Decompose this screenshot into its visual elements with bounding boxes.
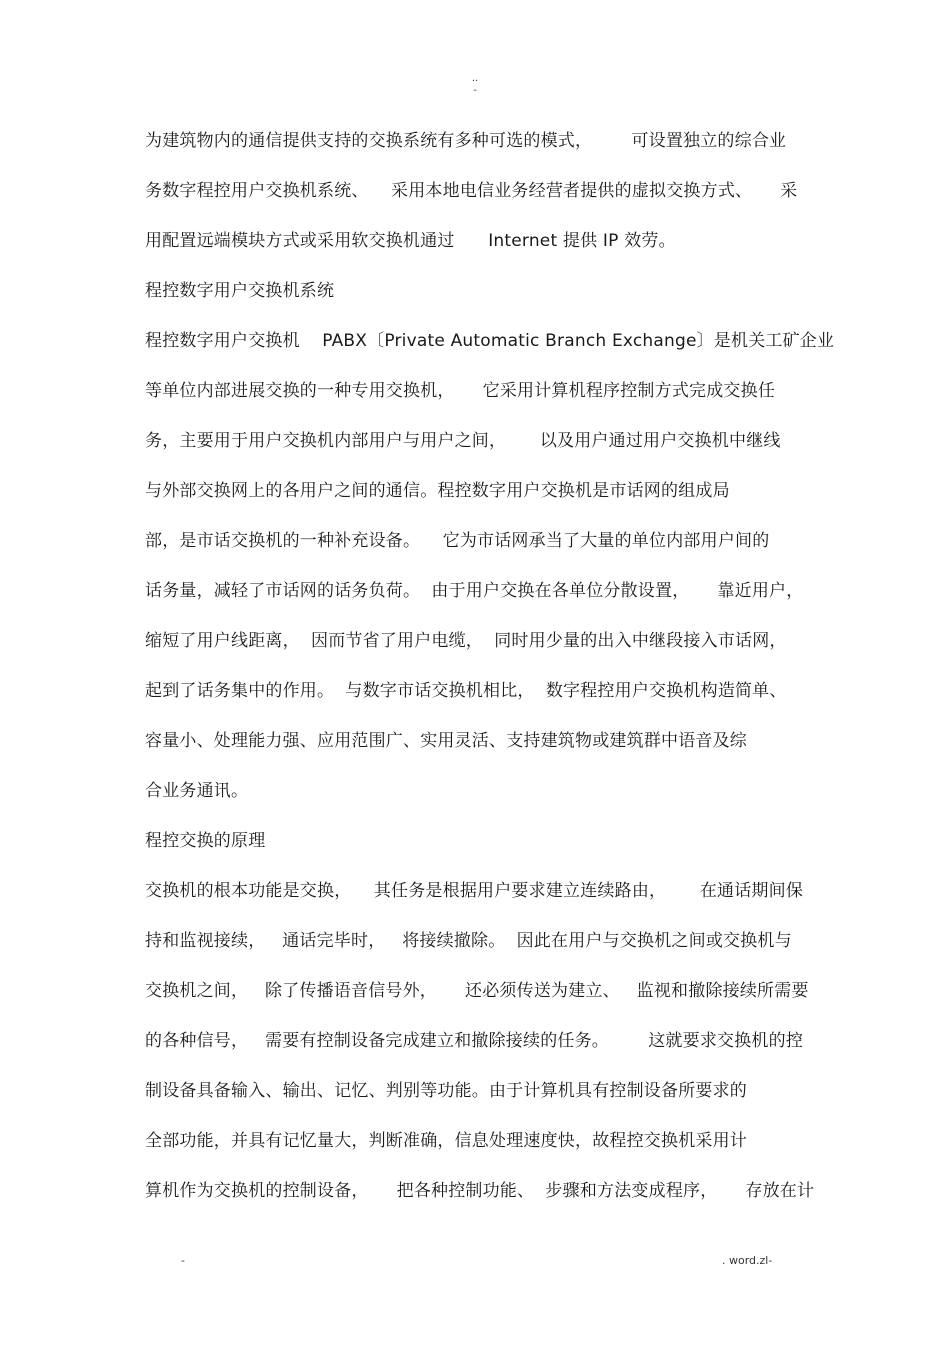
text-line: 算机作为交换机的控制设备， 把各种控制功能、 步骤和方法变成程序， 存放在计 [145, 1181, 815, 1201]
text-line: 用配置远端模块方式或采用软交换机通过 Internet 提供 IP 效劳。 [145, 231, 676, 251]
footer-left-mark: - [181, 1254, 185, 1267]
section-heading: 程控数字用户交换机系统 [145, 281, 335, 301]
text-line: 务，主要用于用户交换机内部用户与用户之间， 以及用户通过用户交换机中继线 [145, 431, 781, 451]
header-mark-top: .. [471, 73, 479, 84]
text-line: 制设备具备输入、输出、记忆、判别等功能。由于计算机具有控制设备所要求的 [145, 1081, 747, 1101]
text-line: 交换机之间， 除了传播语音信号外， 还必须传送为建立、 监视和撤除接续所需要 [145, 981, 809, 1001]
footer-site-mark: . word.zl- [722, 1254, 773, 1267]
text-line: 程控数字用户交换机 PABX〔Private Automatic Branch Exchange〕是机关工矿企业 [145, 331, 835, 351]
text-line: 的各种信号， 需要有控制设备完成建立和撤除接续的任务。 这就要求交换机的控 [145, 1031, 804, 1051]
text-line: 交换机的根本功能是交换， 其任务是根据用户要求建立连续路由， 在通话期间保 [145, 881, 804, 901]
header-mark-bottom: - [473, 85, 477, 96]
text-line: 务数字程控用户交换机系统、 采用本地电信业务经营者提供的虚拟交换方式、 采 [145, 181, 798, 201]
text-line: 全部功能，并具有记忆量大，判断准确，信息处理速度快，故程控交换机采用计 [145, 1131, 747, 1151]
text-line: 容量小、处理能力强、应用范围广、实用灵活、支持建筑物或建筑群中语音及综 [145, 731, 747, 751]
text-line: 缩短了用户线距离， 因而节省了用户电缆， 同时用少量的出入中继段接入市话网， [145, 631, 787, 651]
text-line: 持和监视接续， 通话完毕时， 将接续撤除。 因此在用户与交换机之间或交换机与 [145, 931, 792, 951]
text-line: 起到了话务集中的作用。 与数字市话交换机相比， 数字程控用户交换机构造简单、 [145, 681, 787, 701]
section-heading: 程控交换的原理 [145, 831, 266, 851]
text-line: 等单位内部进展交换的一种专用交换机， 它采用计算机程序控制方式完成交换任 [145, 381, 776, 401]
text-line: 话务量，减轻了市话网的话务负荷。 由于用户交换在各单位分散设置， 靠近用户， [145, 581, 804, 601]
text-line: 合业务通讯。 [145, 781, 249, 801]
text-line: 部，是市话交换机的一种补充设备。 它为市话网承当了大量的单位内部用户间的 [145, 531, 770, 551]
text-line: 为建筑物内的通信提供支持的交换系统有多种可选的模式， 可设置独立的综合业 [145, 131, 787, 151]
text-line: 与外部交换网上的各用户之间的通信。程控数字用户交换机是市话网的组成局 [145, 481, 730, 501]
